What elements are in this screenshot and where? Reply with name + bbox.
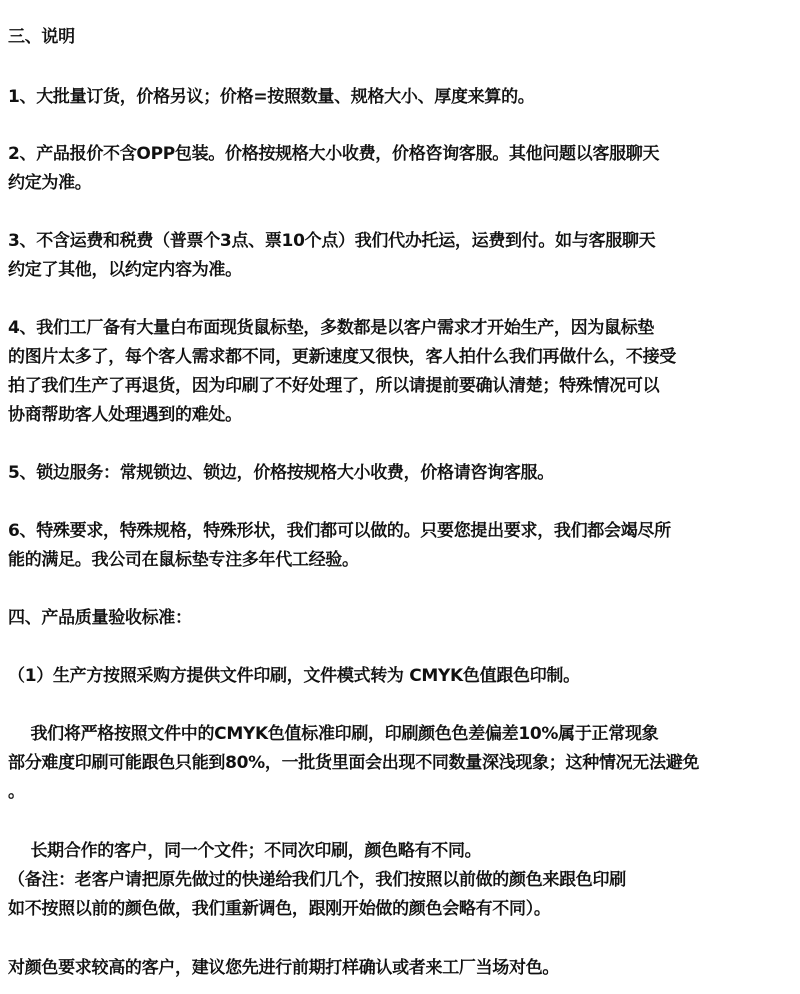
item-4-line-1: 4、我们工厂备有大量白布面现货鼠标垫，多数都是以客户需求才开始生产，因为鼠标垫: [8, 318, 655, 338]
item-2-line-1: 2、产品报价不含OPP包装。价格按规格大小收费，价格咨询客服。其他问题以客服聊天: [8, 144, 660, 164]
item-3-line-1: 3、不含运费和税费（普票个3点、票10个点）我们代办托运，运费到付。如与客服聊天: [8, 231, 656, 251]
paragraph-1-line-3: 。: [8, 782, 25, 802]
item-6-line-2: 能的满足。我公司在鼠标垫专注多年代工经验。: [8, 550, 359, 570]
paragraph-2-line-3: 如不按照以前的颜色做，我们重新调色，跟刚开始做的颜色会略有不同）。: [8, 899, 551, 919]
item-5-text: 5、锁边服务：常规锁边、锁边，价格按规格大小收费，价格请咨询客服。: [8, 463, 554, 483]
item-3-line-2: 约定了其他，以约定内容为准。: [8, 260, 242, 280]
item-6-line-1: 6、特殊要求，特殊规格，特殊形状，我们都可以做的。只要您提出要求，我们都会竭尽所: [8, 521, 671, 541]
item-4-line-4: 协商帮助客人处理遇到的难处。: [8, 405, 242, 425]
paragraph-1-line-1: 我们将严格按照文件中的CMYK色值标准印刷，印刷颜色色差偏差10%属于正常现象: [8, 724, 659, 744]
section-heading-explanation: 三、说明: [8, 27, 75, 47]
item-4-line-3: 拍了我们生产了再退货，因为印刷了不好处理了，所以请提前要确认清楚；特殊情况可以: [8, 376, 660, 396]
quality-item-1: （1）生产方按照采购方提供文件印刷，文件模式转为 CMYK色值跟色印制。: [8, 666, 580, 686]
item-4-line-2: 的图片太多了，每个客人需求都不同，更新速度又很快，客人拍什么我们再做什么，不接受: [8, 347, 676, 367]
paragraph-1-line-2: 部分难度印刷可能跟色只能到80%，一批货里面会出现不同数量深浅现象；这种情况无法避免: [8, 753, 700, 773]
paragraph-2-line-2: （备注：老客户请把原先做过的快递给我们几个，我们按照以前做的颜色来跟色印刷: [8, 870, 626, 890]
paragraph-2-line-1: 长期合作的客户，同一个文件；不同次印刷，颜色略有不同。: [8, 841, 482, 861]
item-2-line-2: 约定为准。: [8, 173, 92, 193]
section-heading-quality-standard: 四、产品质量验收标准：: [8, 608, 192, 628]
paragraph-3-text: 对颜色要求较高的客户，建议您先进行前期打样确认或者来工厂当场对色。: [8, 958, 560, 978]
item-1-text: 1、大批量订货，价格另议；价格=按照数量、规格大小、厚度来算的。: [8, 87, 535, 107]
